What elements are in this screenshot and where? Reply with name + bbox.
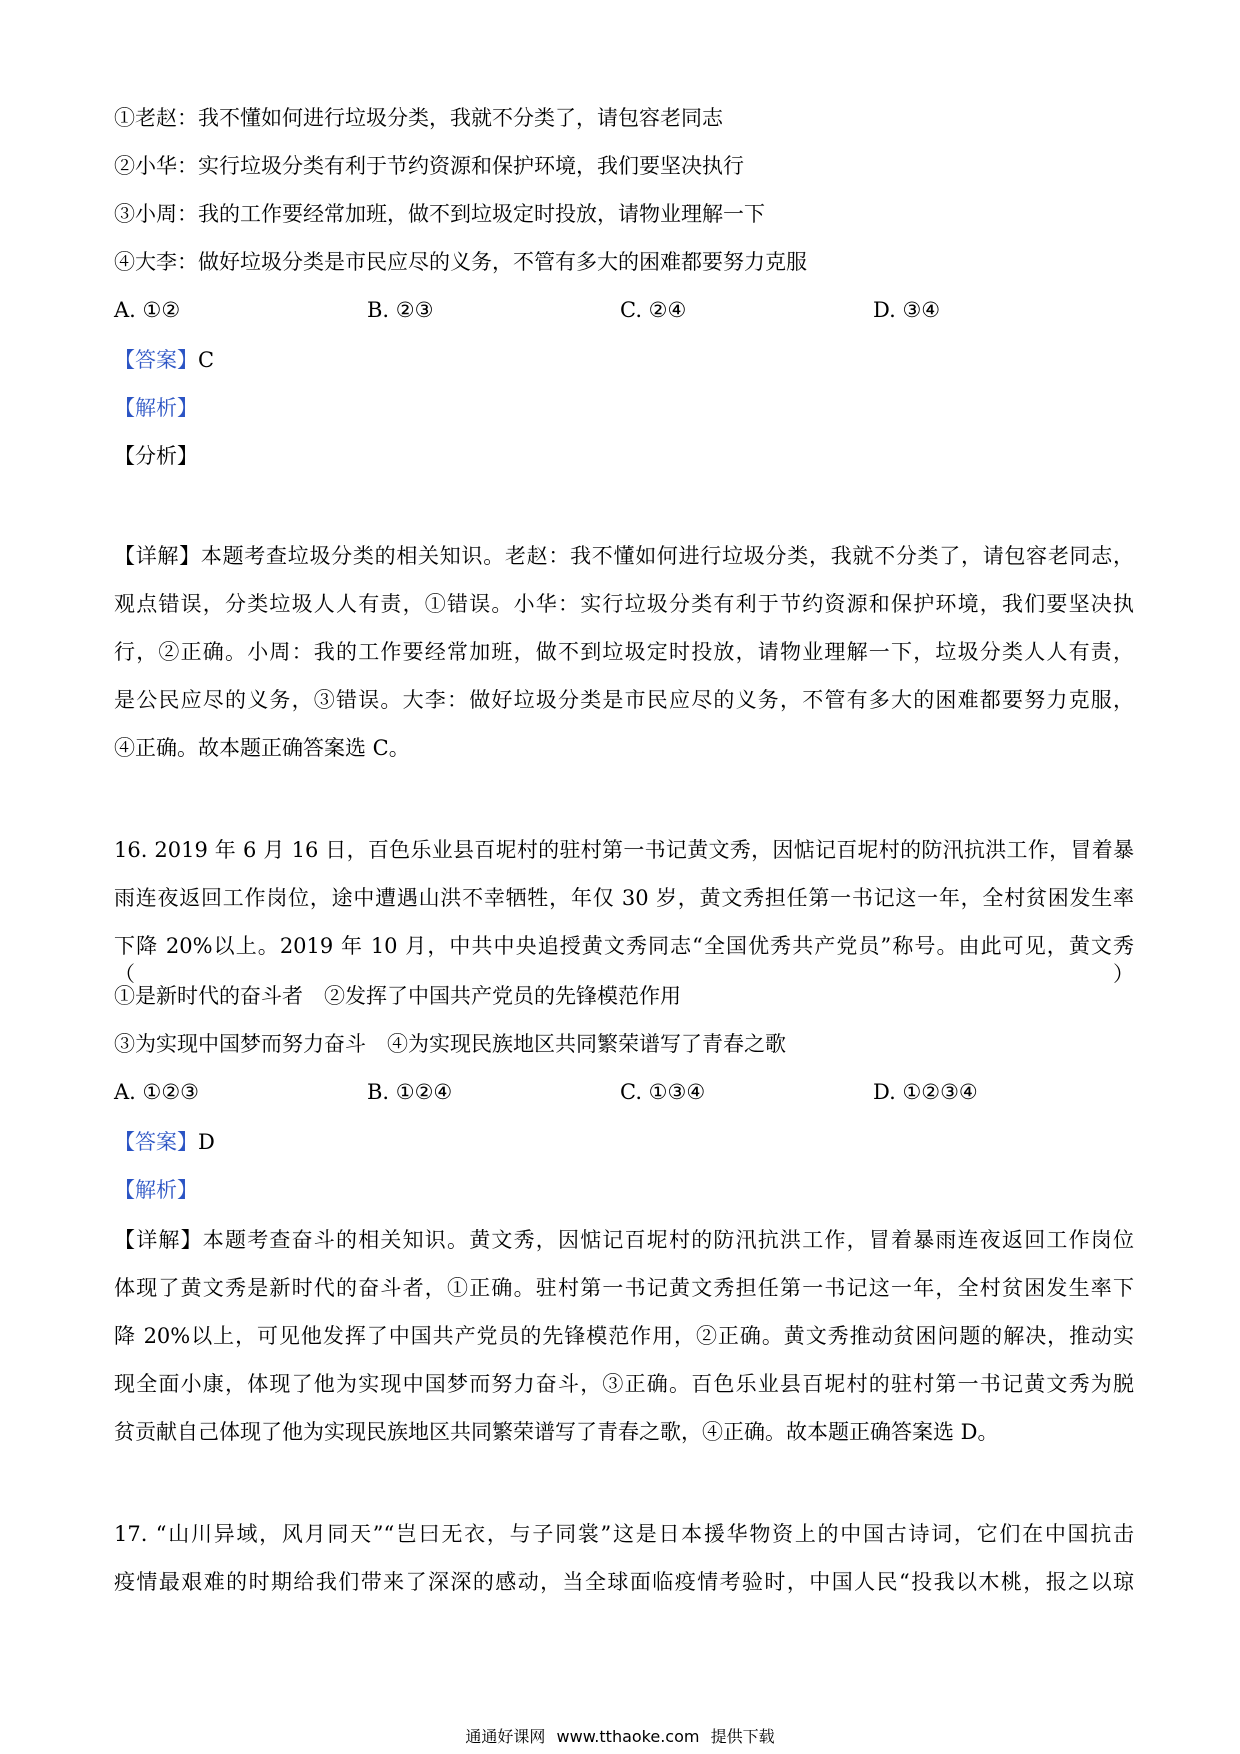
q16-option-c: C. ①③④ <box>620 1080 706 1104</box>
q15-statement-1: ①老赵：我不懂如何进行垃圾分类，我就不分类了，请包容老同志 <box>114 106 723 130</box>
q16-option-b: B. ①②④ <box>367 1080 453 1104</box>
q15-statement-4: ④大李：做好垃圾分类是市民应尽的义务，不管有多大的困难都要努力克服 <box>114 250 807 274</box>
q15-detail-line-3: 行，②正确。小周：我的工作要经常加班，做不到垃圾定时投放，请物业理解一下，垃圾分类人人有责， <box>114 640 1134 664</box>
q15-detail-line-5: ④正确。故本题正确答案选 C。 <box>114 736 410 760</box>
q17-stem-line-2: 疫情最艰难的时期给我们带来了深深的感动，当全球面临疫情考验时，中国人民“投我以木桃，报之以琼 <box>114 1570 1134 1594</box>
q15-option-a: A. ①② <box>114 298 181 322</box>
q16-detail-line-5: 贫贡献自己体现了他为实现民族地区共同繁荣谱写了青春之歌，④正确。故本题正确答案选 D。 <box>114 1420 999 1444</box>
answer-value: C <box>198 348 215 372</box>
q16-stem-line-3: 下降 20%以上。2019 年 10 月，中共中央追授黄文秀同志“全国优秀共产党员”称号。由此可见，黄文秀（ ） <box>114 934 1134 986</box>
q15-detail-line-2: 观点错误，分类垃圾人人有责，①错误。小华：实行垃圾分类有利于节约资源和保护环境，我们要坚决执 <box>114 592 1134 616</box>
q16-stem-line-1: 16. 2019 年 6 月 16 日，百色乐业县百坭村的驻村第一书记黄文秀，因惦记百坭村的防汛抗洪工作，冒着暴 <box>114 838 1134 862</box>
q15-fenxi-tag: 【分析】 <box>114 444 198 468</box>
q16-stem-line-2: 雨连夜返回工作岗位，途中遭遇山洪不幸牺牲，年仅 30 岁，黄文秀担任第一书记这一年，全村贫困发生率 <box>114 886 1134 910</box>
q15-detail-line-4: 是公民应尽的义务，③错误。大李：做好垃圾分类是市民应尽的义务，不管有多大的困难都要努力克服， <box>114 688 1134 712</box>
footer-suffix: 提供下载 <box>710 1727 775 1746</box>
q16-statements-line-2: ③为实现中国梦而努力奋斗 ④为实现民族地区共同繁荣谱写了青春之歌 <box>114 1032 786 1056</box>
q15-statement-2: ②小华：实行垃圾分类有利于节约资源和保护环境，我们要坚决执行 <box>114 154 744 178</box>
q16-detail-line-3: 降 20%以上，可见他发挥了中国共产党员的先锋模范作用，②正确。黄文秀推动贫困问题的解决，推动实 <box>114 1324 1134 1348</box>
q16-statements-line-1: ①是新时代的奋斗者 ②发挥了中国共产党员的先锋模范作用 <box>114 984 681 1008</box>
footer-site-name: 通通好课网 <box>465 1727 546 1746</box>
page-footer <box>0 1727 1240 1747</box>
q16-options <box>114 1078 1134 1106</box>
answer-tag: 【答案】 <box>114 1130 198 1154</box>
q16-option-d: D. ①②③④ <box>873 1080 978 1104</box>
answer-value: D <box>198 1130 215 1154</box>
q15-answer <box>114 346 1134 374</box>
answer-tag: 【答案】 <box>114 348 198 372</box>
q15-options <box>114 296 1134 324</box>
q16-analysis-tag: 【解析】 <box>114 1178 198 1202</box>
q17-stem-line-1: 17. “山川异域，风月同天”“岂曰无衣，与子同裳”这是日本援华物资上的中国古诗词，它们在中国抗击 <box>114 1522 1134 1546</box>
q16-detail-line-2: 体现了黄文秀是新时代的奋斗者，①正确。驻村第一书记黄文秀担任第一书记这一年，全村贫困发生率下 <box>114 1276 1134 1300</box>
q16-option-a: A. ①②③ <box>114 1080 199 1104</box>
q15-statement-3: ③小周：我的工作要经常加班，做不到垃圾定时投放，请物业理解一下 <box>114 202 765 226</box>
q16-detail-line-1: 【详解】本题考查奋斗的相关知识。黄文秀，因惦记百坭村的防汛抗洪工作，冒着暴雨连夜返回工作岗位 <box>114 1228 1134 1252</box>
q16-answer <box>114 1128 1134 1156</box>
q15-analysis-tag: 【解析】 <box>114 396 198 420</box>
q16-detail-line-4: 现全面小康，体现了他为实现中国梦而努力奋斗，③正确。百色乐业县百坭村的驻村第一书记黄文秀为脱 <box>114 1372 1134 1396</box>
footer-url[interactable]: www.tthaoke.com <box>556 1727 700 1746</box>
q15-option-b: B. ②③ <box>367 298 434 322</box>
q15-option-d: D. ③④ <box>873 298 941 322</box>
q15-option-c: C. ②④ <box>620 298 687 322</box>
q15-detail-line-1: 【详解】本题考查垃圾分类的相关知识。老赵：我不懂如何进行垃圾分类，我就不分类了，请包容老同志， <box>114 544 1134 568</box>
